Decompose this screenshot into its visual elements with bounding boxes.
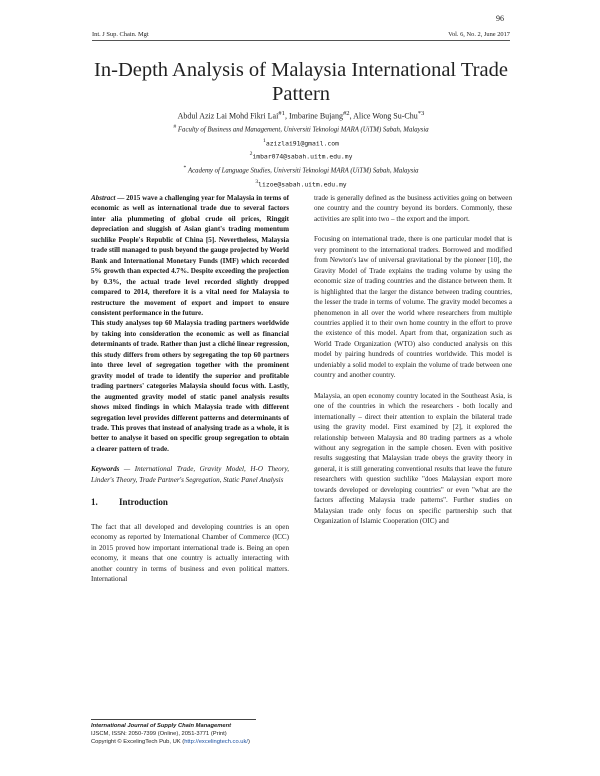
footer-copyright [91, 738, 391, 746]
body-paragraph: Focusing on international trade, there is one particular model that is very prominent to the international traders. Borrowed and modified from Newton's law of universal gravitational by the pioneer [10], the Gravity Model of Trade explains the trading volume by using the economic size of trading countries and the distance between them. It is highlighted that the larger the distance between trading countries, the lesser the trade in terms of volume. The gravity model becomes a phenomenon in all over the world where researchers from multiple countries applied it to their own home country in the effort to prove the existence of this model. Apart from that, organization such as World Trade Organization (WTO) also conducted analysis on this model by pairing hundreds of countries worldwide. This model is undeniably a solid model to explain the volume of trade between one country and another country. [314, 235, 512, 380]
affiliation-mark: 1 [263, 137, 266, 144]
affiliation-line [92, 163, 510, 177]
copyright-text: Copyright © ExcelingTech Pub, UK ( [91, 739, 185, 746]
author-mark: #1 [278, 110, 285, 117]
footer-journal: International Journal of Supply Chain Management [91, 723, 232, 729]
section-title: Introduction [119, 497, 168, 508]
abstract-label: Abstract [91, 194, 116, 202]
body-paragraph: trade is generally defined as the business activities going on between one country and the country beyond its borders. Commonly, these activities are split into two – the export and the import. [314, 194, 512, 223]
page-number: 96 [496, 14, 504, 23]
affiliations [92, 122, 510, 190]
author-name: Imbarine Bujang [288, 111, 343, 121]
copyright-close: ) [248, 739, 250, 746]
paper-title: In-Depth Analysis of Malaysia International Trade Pattern [94, 59, 508, 105]
author-name: Alice Wong Su-Chu [353, 111, 418, 121]
abstract [91, 193, 289, 318]
affiliation-mark: # [173, 124, 177, 130]
publisher-link[interactable]: http://excelingtech.co.uk/ [184, 739, 249, 746]
body-paragraph: Malaysia, an open economy country located in the Southeast Asia, is one of the countries in which the researchers - both locally and internationally – direct their attention to explain the bilateral trade using the gravity model. First examined by [2], it explored the relationship between Malaysia and 80 trading partners as a whole without any segregation in the sample chosen. Even with positive results suggesting that Malaysian trade obeys the gravity theory in general, it is still generating conventional results that leave the future researchers with question suchlike "does Malaysian export more towards developed or developing countries" or even "what are the factors affecting Malaysia trade patterns". Further studies on Malaysian trade only focus on specific partnership such that Organization of Islamic Cooperation (OIC) and [314, 391, 512, 526]
volume-info: Vol. 6, No. 2, June 2017 [448, 31, 510, 38]
email-line [92, 149, 510, 163]
keywords-text: International Trade, Gravity Model, H-O Theory, Linder's Theory, Trade Partner's Segregation, Static Panel Analysis [91, 465, 289, 484]
abstract-dash: — [115, 194, 127, 202]
affiliation-text: Academy of Language Studies, Universiti Teknologi MARA (UiTM) Sabah, Malaysia [188, 167, 419, 175]
abstract-text: 2015 wave a challenging year for Malaysia in terms of economic as well as international trade due to several factors inter alia plummeting of global crude oil prices, Ringgit depreciation and sluggish of Asian giant's trading momentum suchlike People's Republic of China [5]. Nevertheless, Malaysia trade still managed to push beyond the gauge projected by World Bank and International Monetary Funds (IMF) which recorded 5% growth than expected 4.7%. Despite exceeding the projection by 0.3%, the actual trade level recorded slightly dropped compared to 2014, therefore it is a vital need for Malaysia to restructure the movement of export and import to ensure consistent performance in the future. [91, 194, 289, 317]
running-header [92, 31, 510, 41]
affiliation-line [92, 122, 510, 136]
author-mark: #2 [342, 110, 350, 117]
affiliation-mark: 3 [255, 178, 259, 185]
author-email: lizoe@sabah.uitm.edu.my [258, 179, 347, 188]
author-mark: *3 [417, 110, 425, 117]
intro-paragraph: The fact that all developed and developing countries is an open economy as reported by International Chamber of Commerce (ICC) in 2015 proved how important international trade is. Being an open economy, it means that one country is actually interacting with another country in terms of business and even political matters. International [91, 522, 289, 583]
author-email: imbar074@sabah.uitm.edu.my [252, 152, 353, 161]
keywords-label: Keywords [91, 465, 120, 474]
journal-short-name: Int. J Sup. Chain. Mgt [92, 31, 149, 38]
keywords [91, 464, 289, 485]
email-line [92, 177, 510, 191]
page-footer [91, 722, 391, 747]
author-name: Abdul Aziz Lai Mohd Fikri Lai [177, 111, 279, 121]
abstract-paragraph-2: This study analyses top 60 Malaysia trading partners worldwide by taking into consideration the economic as well as financial determinants of trade. Rather than just a cliché linear regression, this study differs from others by segregating the top 60 partners into three level of segregation together with the prominent gravity model of trade to identify the superior and profitable trading partners' categories Malaysia should focus with. Lastly, the augmented gravity model of static panel analysis results shows mixed findings in which Malaysia trade with different segregation level provides different patterns and determinants of trade. This proves that instead of analysing trade as a whole, it is better to analyse it based on specific group segregation to obtain a clearer pattern of trade. [91, 319, 289, 453]
right-column [314, 193, 512, 537]
author-email: azizlai91@gmail.com [265, 138, 339, 147]
section-number: 1. [91, 497, 98, 508]
footer-divider [91, 719, 256, 720]
affiliation-mark: 2 [249, 151, 253, 158]
author-list: Abdul Aziz Lai Mohd Fikri Lai$^{\#1}$, Imbarine Bujang$^{\#2}$, Alice Wong Su-Chu$^{*3}$ [177, 110, 425, 121]
footer-issn: IJSCM, ISSN: 2050-7399 (Online), 2051-3771 (Print) [91, 731, 227, 738]
affiliation-text: Faculty of Business and Management, Universiti Teknologi MARA (UiTM) Sabah, Malaysia [177, 126, 429, 134]
section-heading [91, 497, 289, 507]
keywords-dash: — [119, 465, 135, 474]
left-column [91, 193, 289, 594]
affiliation-mark: * [183, 165, 187, 172]
email-line [92, 136, 510, 150]
